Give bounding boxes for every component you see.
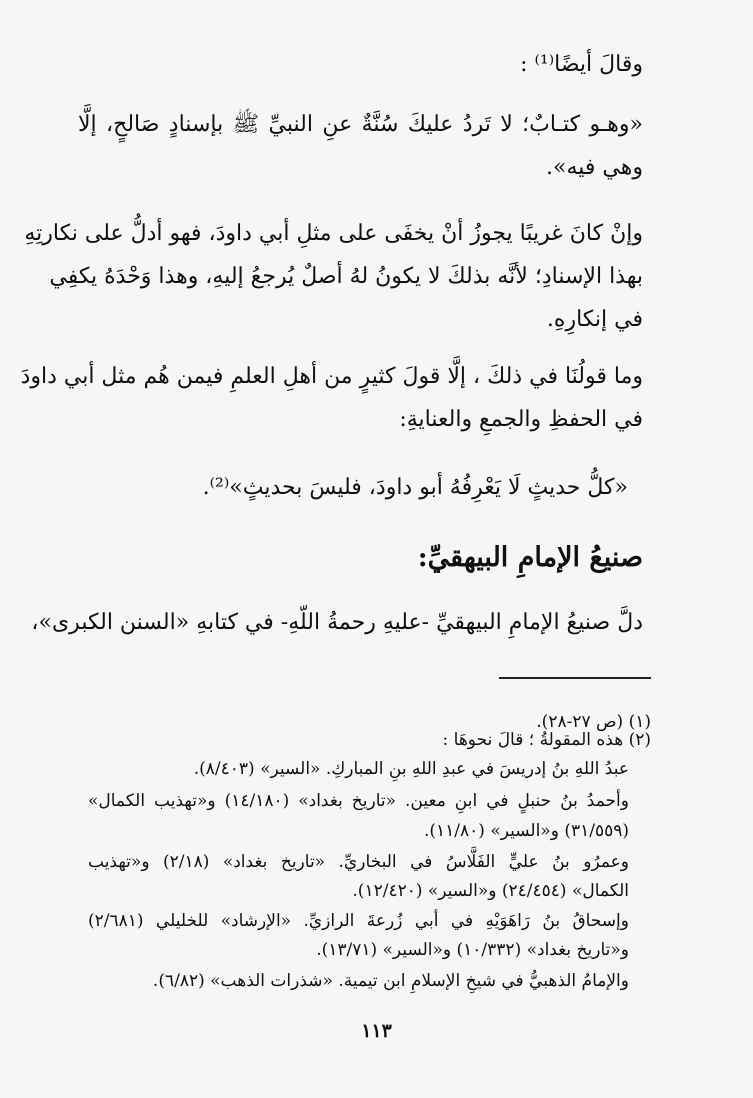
footnote-source-2: وأحمدُ بنُ حنبلٍ في ابنِ معين. «تاريخ بغداد» (١٤/١٨٠) و«تهذيب الكمال»	[88, 791, 629, 811]
footnote-separator	[499, 677, 651, 679]
section-heading: صنيعُ الإمامِ البيهقيِّ:	[417, 542, 643, 573]
footnote-source-6: وإسحاقُ بنُ رَاهَوَيْهِ في أبي زُرعةَ الرازيِّ. «الإرشاد» للخليلي (٢/٦٨١)	[88, 911, 629, 931]
paragraph1-line-1: وإنْ كانَ غريبًا يجوزُ أنْ يخفَى على مثلِ أبي داودَ، فهو أدلُّ على نكارتِهِ	[24, 221, 643, 246]
quote1-line-1: «وهـو كتـابٌ؛ لا تَردُ عليكَ سُنَّةٌ عنِ النبيِّ ﷺ بإسنادٍ صَالحٍ، إلَّا	[78, 112, 643, 137]
footnote-source-4: وعمرُو بنُ عليٍّ الفَلَّاسُ في البخاريِّ. «تاريخ بغداد» (٢/١٨) و«تهذيب	[88, 852, 630, 872]
paragraph1-line-2: بهذا الإسنادِ؛ لأنَّه بذلكَ لا يكونُ لهُ أصلٌ يُرجعُ إليهِ، وهذا وَحْدَهُ يكفِي	[49, 264, 643, 289]
paragraph2-line-2: في الحفظِ والجمعِ والعنايةِ:	[399, 407, 643, 432]
footnote-source-5: الكمال» (٢٤/٤٥٤) و«السير» (١٢/٤٢٠).	[352, 881, 629, 901]
paragraph3-line: دلَّ صنيعُ الإمامِ البيهقيِّ -عليهِ رحمةُ اللّهِ- في كتابهِ «السنن الكبرى»،	[31, 610, 643, 635]
footnote-1: (١) (ص ٢٧-٢٨).	[536, 712, 651, 732]
page-number: ١١٣	[361, 1020, 392, 1042]
footnote-source-1: عبدُ اللهِ بنُ إدريسَ في عبدِ اللهِ بنِ المباركِ. «السير» (٨/٤٠٣).	[193, 759, 629, 779]
paragraph1-line-3: في إنكارِهِ.	[546, 307, 643, 332]
quote1-line-2: وهي فيه».	[546, 155, 643, 180]
footnote-source-8: والإمامُ الذهبيُّ في شيخِ الإسلامِ ابن تيمية. «شذرات الذهب» (٦/٨٢).	[152, 971, 629, 991]
footnote-source-7: و«تاريخ بغداد» (١٠/٣٣٢) و«السير» (١٣/٧١).	[316, 940, 629, 960]
intro-line: وقالَ أيضًا⁽¹⁾ :	[520, 52, 643, 77]
paragraph2-line-1: وما قولُنَا في ذلكَ ، إلَّا قولَ كثيرٍ من أهلِ العلمِ فيمن هُم مثل أبي داودَ	[20, 364, 643, 389]
footnote-2: (٢) هذه المقولةُ ؛ قالَ نحوهَا :	[442, 730, 651, 750]
quote2-line: «كلُّ حديثٍ لَا يَعْرِفُهُ أبو داودَ، فليسَ بحديثٍ»⁽²⁾.	[202, 475, 628, 500]
footnote-source-3: (٣١/٥٥٩) و«السير» (١١/٨٠).	[423, 821, 629, 841]
